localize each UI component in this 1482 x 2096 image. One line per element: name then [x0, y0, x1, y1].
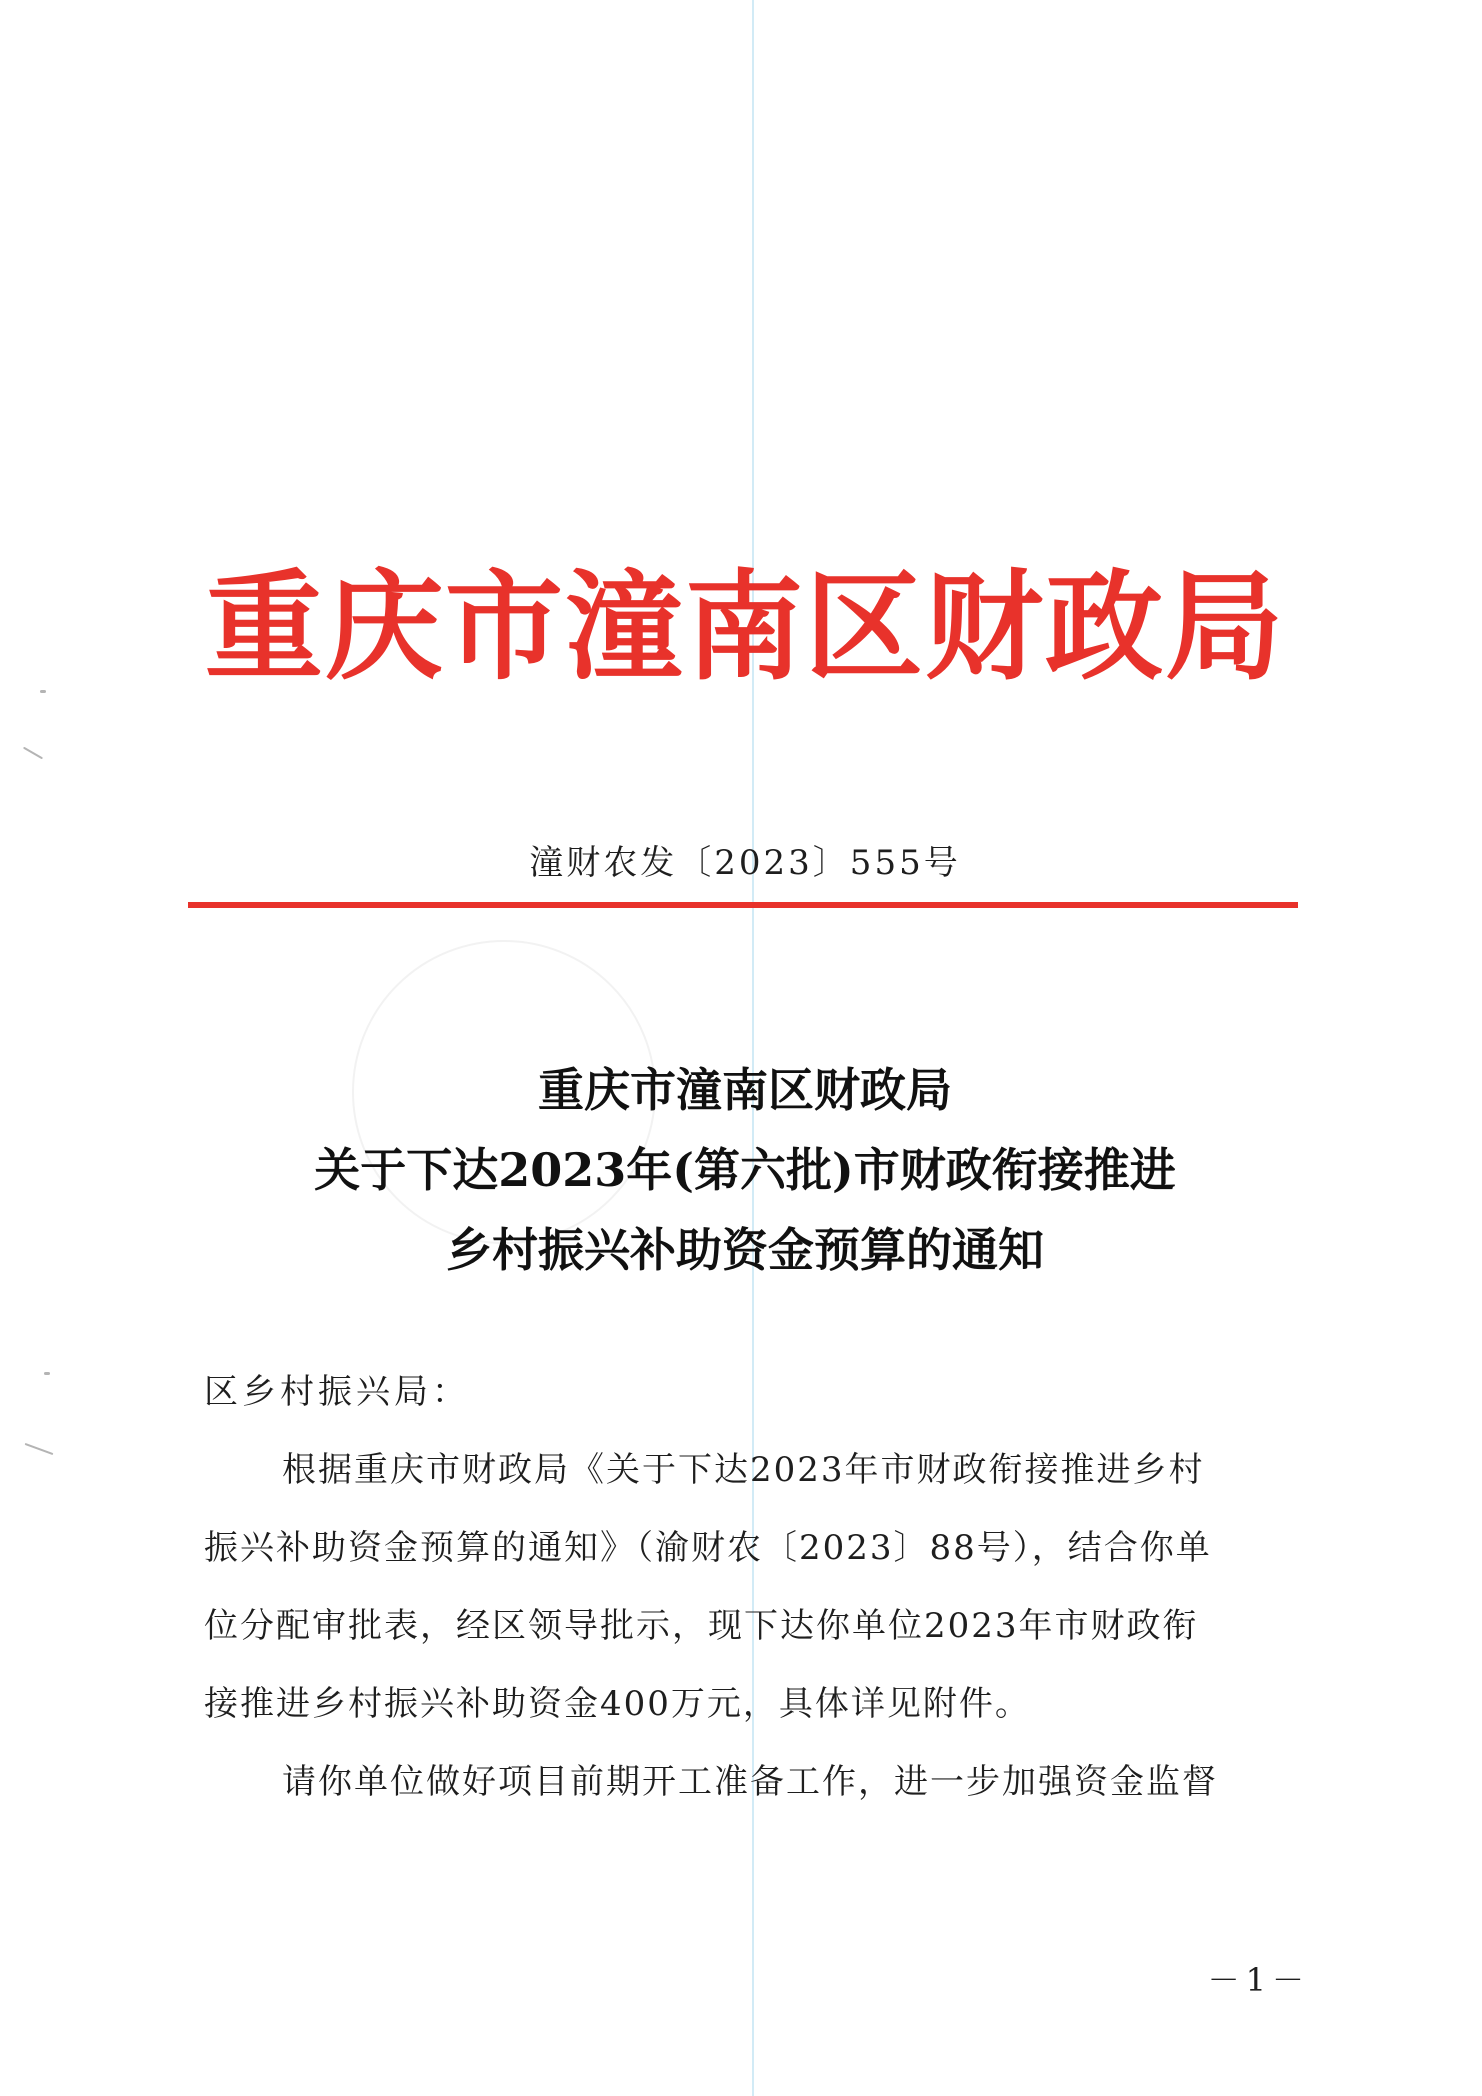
letterhead-red-rule	[188, 902, 1298, 908]
body-line: 位分配审批表，经区领导批示，现下达你单位2023年市财政衔	[204, 1606, 1199, 1646]
body-line: 接推进乡村振兴补助资金400万元，具体详见附件。	[204, 1684, 1031, 1724]
body-line: 根据重庆市财政局《关于下达2023年市财政衔接推进乡村	[282, 1450, 1205, 1490]
notice-title-line-2: 关于下达2023年(第六批)市财政衔接推进	[314, 1143, 1176, 1197]
scan-speck	[25, 1443, 54, 1455]
notice-title-line-3: 乡村振兴补助资金预算的通知	[446, 1223, 1044, 1277]
page-number: －1－	[1207, 1961, 1310, 1999]
addressee: 区乡村振兴局：	[204, 1372, 470, 1412]
agency-letterhead-title: 重庆市潼南区财政局	[204, 557, 1285, 696]
scan-speck	[40, 690, 46, 693]
scan-speck	[23, 747, 43, 760]
notice-title-line-1: 重庆市潼南区财政局	[538, 1063, 952, 1117]
body-line: 振兴补助资金预算的通知》（渝财农〔2023〕88号），结合你单	[204, 1528, 1212, 1568]
notice-title	[180, 1050, 1310, 1290]
document-number: 潼财农发〔2023〕555号	[529, 843, 961, 883]
body-line: 请你单位做好项目前期开工准备工作，进一步加强资金监督	[282, 1762, 1218, 1802]
scan-speck	[44, 1372, 50, 1375]
